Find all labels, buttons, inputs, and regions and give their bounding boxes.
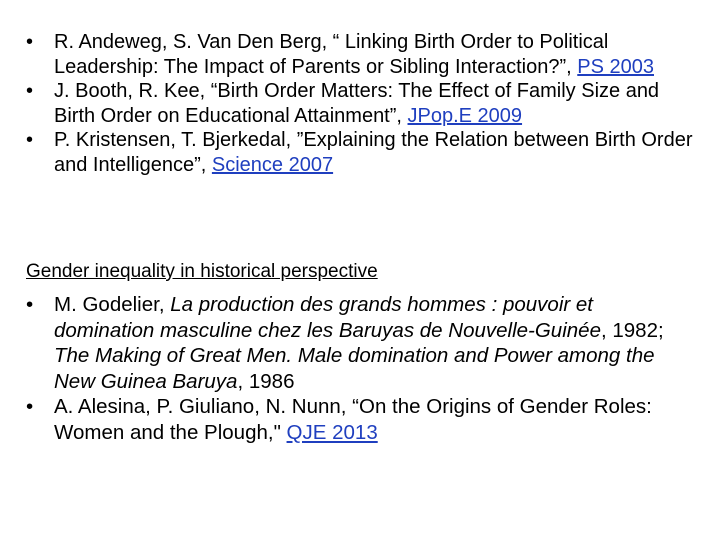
reference-year: , 1986 [237,369,295,393]
bullet-icon: • [26,31,34,53]
reference-book-title: La production des grands hommes : pouvoir et domination masculine chez les Baruyas de Nouvelle-Guinée [54,293,601,342]
reference-list-birth-order [26,30,694,177]
bullet-icon: • [26,293,34,316]
reference-item-godelier [26,292,694,394]
reference-item-alesina [26,394,694,445]
reference-text: A. Alesina, P. Giuliano, N. Nunn, “On the Origins of Gender Roles: Women and the Plough," [54,395,652,444]
reference-item-kristensen [26,128,694,177]
reference-text: J. Booth, R. Kee, “Birth Order Matters: The Effect of Family Size and Birth Order on Educational Attainment”, [54,80,660,127]
bullet-icon: • [26,395,34,418]
reference-book-title: The Making of Great Men. Male domination and Power among the New Guinea Baruya [54,344,655,393]
reference-link-qje-2013[interactable]: QJE 2013 [286,420,378,444]
reference-link-science-2007[interactable]: Science 2007 [211,153,334,176]
reference-item-andeweg [26,30,694,79]
reference-link-ps-2003[interactable]: PS 2003 [577,55,654,78]
section-heading: Gender inequality in historical perspective [26,261,378,282]
reference-text: , 1982; [600,318,664,342]
reference-text: R. Andeweg, S. Van Den Berg, “ Linking Birth Order to Political Leadership: The Impact of Parents or Sibling Interaction?”, [54,31,609,78]
reference-text: P. Kristensen, T. Bjerkedal, ”Explaining the Relation between Birth Order and Intelligence”, [54,129,693,176]
reference-authors: M. Godelier, [54,293,171,316]
reference-list-gender-inequality [26,292,694,445]
bullet-icon: • [26,80,34,102]
bullet-icon: • [26,129,34,151]
reference-item-booth [26,79,694,128]
reference-link-jpope-2009[interactable]: JPop.E 2009 [407,104,523,127]
